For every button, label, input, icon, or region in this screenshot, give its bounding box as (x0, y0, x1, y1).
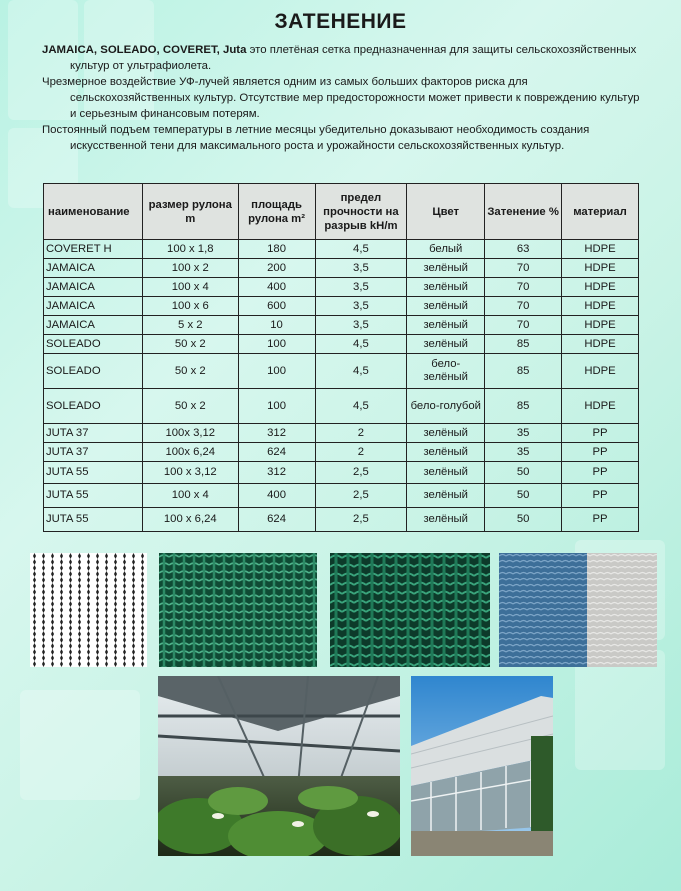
table-row (44, 335, 639, 354)
table-header-row (44, 184, 639, 240)
table-cell: 4,5 (315, 389, 407, 424)
table-cell: JUTA 37 (44, 443, 143, 462)
column-header: размер рулона m (142, 184, 238, 240)
table-cell: 180 (238, 240, 315, 259)
table-cell: JUTA 37 (44, 424, 143, 443)
background-decoration (575, 650, 665, 770)
table-cell: 50 (485, 462, 562, 484)
table-cell: 312 (238, 424, 315, 443)
greenhouse-exterior (411, 676, 553, 856)
table-cell: JUTA 55 (44, 508, 143, 532)
table-cell: 400 (238, 278, 315, 297)
table-cell: PP (562, 508, 639, 532)
table-cell: 3,5 (315, 316, 407, 335)
table-cell: 5 x 2 (142, 316, 238, 335)
table-cell: 50 (485, 484, 562, 508)
table-cell: зелёный (407, 424, 485, 443)
table-cell: зелёный (407, 316, 485, 335)
column-header: площадь рулона m² (238, 184, 315, 240)
table-cell: бело-голубой (407, 389, 485, 424)
table-row (44, 354, 639, 389)
table-cell: 50 x 2 (142, 335, 238, 354)
table-cell: HDPE (562, 259, 639, 278)
table-cell: PP (562, 462, 639, 484)
table-cell: 100 x 4 (142, 484, 238, 508)
table-row (44, 389, 639, 424)
table-cell: белый (407, 240, 485, 259)
table-cell: 35 (485, 443, 562, 462)
table-cell: 3,5 (315, 278, 407, 297)
table-cell: 2,5 (315, 462, 407, 484)
column-header: предел прочности на разрыв kH/m (315, 184, 407, 240)
table-cell: 50 x 2 (142, 354, 238, 389)
table-cell: JUTA 55 (44, 462, 143, 484)
column-header: Затенение % (485, 184, 562, 240)
green-net-sample-2 (330, 553, 490, 667)
table-cell: зелёный (407, 297, 485, 316)
table-cell: 2 (315, 443, 407, 462)
table-cell: 100x 6,24 (142, 443, 238, 462)
table-cell: PP (562, 484, 639, 508)
intro-paragraph-2: Чрезмерное воздействие УФ-лучей является одним из самых больших факторов риска для сельскохозяйственных культур. Отсутствие мер предосторожности может привести к повреждению культур и серьезным финансовым потерям. (42, 76, 640, 120)
table-row (44, 462, 639, 484)
table-cell: 624 (238, 443, 315, 462)
column-header: материал (562, 184, 639, 240)
specs-table (43, 183, 639, 532)
table-cell: 70 (485, 316, 562, 335)
intro-paragraph-3: Постоянный подъем температуры в летние месяцы убедительно доказывают необходимость создания искусственной тени для максимального роста и урожайности сельскохозяйственных культур. (42, 124, 590, 152)
table-cell: 100 x 6,24 (142, 508, 238, 532)
table-cell: 2,5 (315, 484, 407, 508)
intro-paragraph-1 (42, 42, 642, 74)
table-cell: зелёный (407, 462, 485, 484)
table-cell: SOLEADO (44, 354, 143, 389)
table-cell: 624 (238, 508, 315, 532)
page-title: ЗАТЕНЕНИЕ (274, 10, 407, 33)
table-cell: 3,5 (315, 297, 407, 316)
table-cell: 200 (238, 259, 315, 278)
table-row (44, 508, 639, 532)
table-row (44, 240, 639, 259)
table-cell: зелёный (407, 484, 485, 508)
table-cell: 400 (238, 484, 315, 508)
table-cell: HDPE (562, 278, 639, 297)
table-cell: 100 (238, 389, 315, 424)
table-cell: 50 (485, 508, 562, 532)
blue-white-net-sample (499, 553, 657, 667)
table-cell: 100 x 2 (142, 259, 238, 278)
table-cell: HDPE (562, 240, 639, 259)
table-row (44, 424, 639, 443)
table-cell: COVERET H (44, 240, 143, 259)
table-cell: JAMAICA (44, 297, 143, 316)
table-cell: HDPE (562, 316, 639, 335)
table-cell: 4,5 (315, 354, 407, 389)
table-cell: 2,5 (315, 508, 407, 532)
table-cell: зелёный (407, 259, 485, 278)
table-row (44, 297, 639, 316)
table-cell: PP (562, 443, 639, 462)
table-cell: SOLEADO (44, 389, 143, 424)
table-cell: 70 (485, 259, 562, 278)
table-row (44, 484, 639, 508)
column-header: наименование (44, 184, 143, 240)
background-decoration (20, 690, 140, 800)
table-cell: бело-зелёный (407, 354, 485, 389)
table-cell: HDPE (562, 354, 639, 389)
table-cell: 85 (485, 389, 562, 424)
table-cell: HDPE (562, 389, 639, 424)
table-cell: 70 (485, 297, 562, 316)
intro-text (42, 42, 642, 154)
table-cell: 100 x 4 (142, 278, 238, 297)
table-cell: зелёный (407, 443, 485, 462)
table-cell: JAMAICA (44, 259, 143, 278)
table-cell: JAMAICA (44, 316, 143, 335)
table-cell: SOLEADO (44, 335, 143, 354)
table-cell: 4,5 (315, 240, 407, 259)
table-cell: зелёный (407, 278, 485, 297)
white-net-sample (30, 553, 147, 667)
table-row (44, 316, 639, 335)
greenhouse-interior (158, 676, 400, 856)
table-cell: 85 (485, 335, 562, 354)
table-cell: 50 x 2 (142, 389, 238, 424)
table-cell: 100 x 1,8 (142, 240, 238, 259)
table-cell: HDPE (562, 335, 639, 354)
table-cell: 63 (485, 240, 562, 259)
table-cell: PP (562, 424, 639, 443)
product-names: JAMAICA, SOLEADO, COVERET, Juta (42, 44, 247, 56)
table-cell: HDPE (562, 297, 639, 316)
table-cell: 35 (485, 424, 562, 443)
table-row (44, 443, 639, 462)
intro-paragraph-1-text: это плетёная сетка предназначенная для защиты сельскохозяйственных культур от ультрафиолета. (70, 44, 637, 72)
table-cell: зелёный (407, 335, 485, 354)
table-cell: 100 (238, 354, 315, 389)
table-cell: 2 (315, 424, 407, 443)
table-cell: 100 x 6 (142, 297, 238, 316)
table-cell: 100 x 3,12 (142, 462, 238, 484)
table-cell: 600 (238, 297, 315, 316)
table-cell: JUTA 55 (44, 484, 143, 508)
green-net-sample (159, 553, 317, 667)
table-cell: 312 (238, 462, 315, 484)
table-cell: 70 (485, 278, 562, 297)
table-cell: 85 (485, 354, 562, 389)
table-cell: 100 (238, 335, 315, 354)
column-header: Цвет (407, 184, 485, 240)
table-cell: зелёный (407, 508, 485, 532)
table-cell: 4,5 (315, 335, 407, 354)
table-cell: JAMAICA (44, 278, 143, 297)
table-row (44, 278, 639, 297)
table-cell: 100x 3,12 (142, 424, 238, 443)
table-cell: 10 (238, 316, 315, 335)
table-row (44, 259, 639, 278)
table-cell: 3,5 (315, 259, 407, 278)
